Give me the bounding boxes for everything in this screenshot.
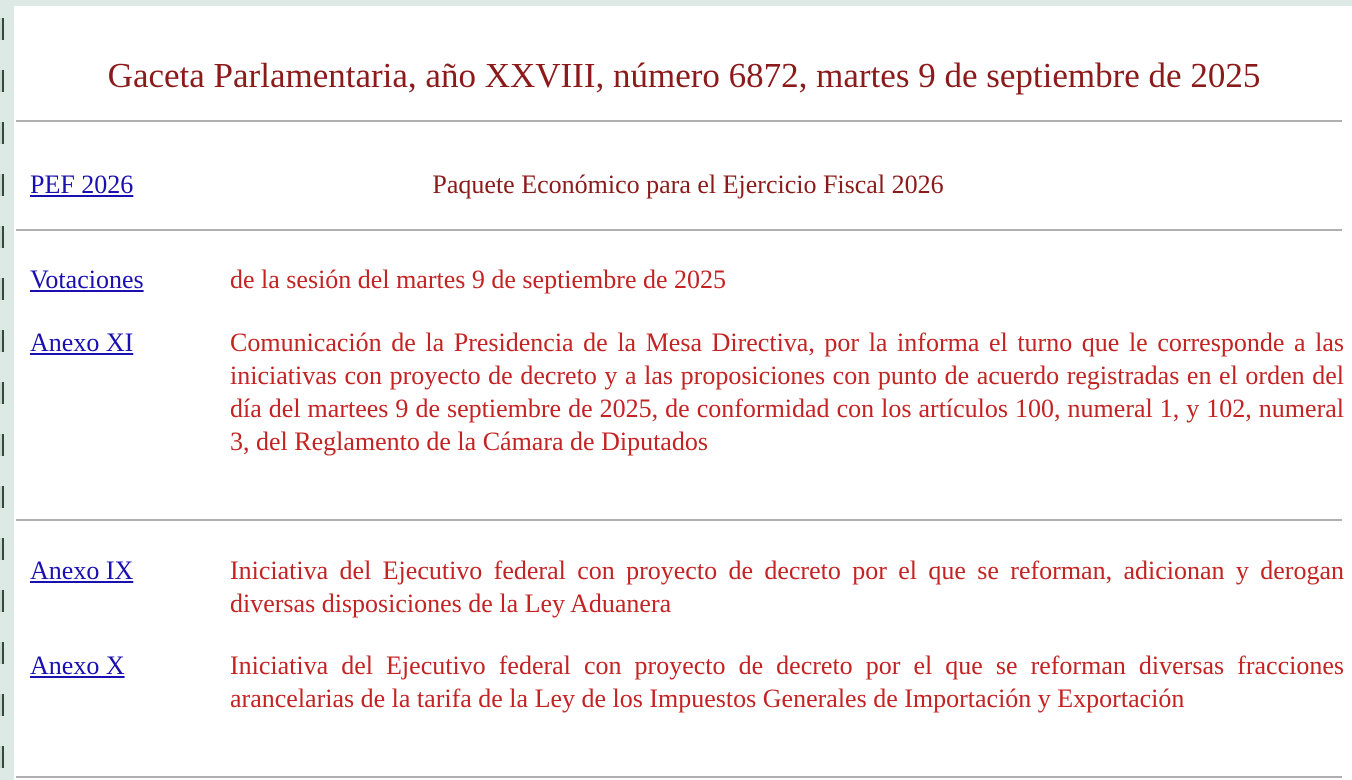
left-frame-border xyxy=(0,0,4,780)
frame-tick xyxy=(0,330,4,352)
divider xyxy=(16,120,1342,122)
frame-tick xyxy=(0,590,4,612)
link-pef-2026[interactable]: PEF 2026 xyxy=(30,170,134,199)
item-description: Paquete Económico para el Ejercicio Fiscal 2026 xyxy=(432,170,944,199)
frame-tick xyxy=(0,18,4,40)
gaceta-page xyxy=(14,6,1352,780)
item-description: de la sesión del martes 9 de septiembre de 2025 xyxy=(230,265,727,294)
link-votaciones[interactable]: Votaciones xyxy=(30,265,144,294)
frame-tick xyxy=(0,746,4,768)
page-title: Gaceta Parlamentaria, año XXVIII, número 6872, martes 9 de septiembre de 2025 xyxy=(107,56,1261,95)
frame-tick xyxy=(0,486,4,508)
link-anexo-ix[interactable]: Anexo IX xyxy=(30,556,134,585)
item-description: Iniciativa del Ejecutivo federal con proyecto de decreto por el que se reforman diversas fracciones arancelarias de la tarifa de la Ley de los Impuestos Generales de Importación y Exportación xyxy=(230,651,1344,713)
divider xyxy=(16,519,1342,521)
link-anexo-x[interactable]: Anexo X xyxy=(30,651,125,680)
link-anexo-xi[interactable]: Anexo XI xyxy=(30,328,134,357)
frame-tick xyxy=(0,70,4,92)
divider xyxy=(16,229,1342,231)
frame-tick xyxy=(0,122,4,144)
frame-tick xyxy=(0,382,4,404)
item-description: Iniciativa del Ejecutivo federal con proyecto de decreto por el que se reforman, adicionan y derogan diversas disposiciones de la Ley Aduanera xyxy=(230,556,1344,618)
frame-tick xyxy=(0,226,4,248)
frame-tick xyxy=(0,642,4,664)
divider xyxy=(16,776,1342,778)
frame-tick xyxy=(0,278,4,300)
frame-tick xyxy=(0,434,4,456)
frame-tick xyxy=(0,694,4,716)
frame-tick xyxy=(0,174,4,196)
item-description: Comunicación de la Presidencia de la Mesa Directiva, por la informa el turno que le corresponde a las iniciativas con proyecto de decreto y a las proposiciones con punto de acuerdo registradas en el orden del día del martees 9 de septiembre de 2025, de conformidad con los artículos 100, numeral 1, y 102, numeral 3, del Reglamento de la Cámara de Diputados xyxy=(230,328,1344,456)
frame-tick xyxy=(0,538,4,560)
